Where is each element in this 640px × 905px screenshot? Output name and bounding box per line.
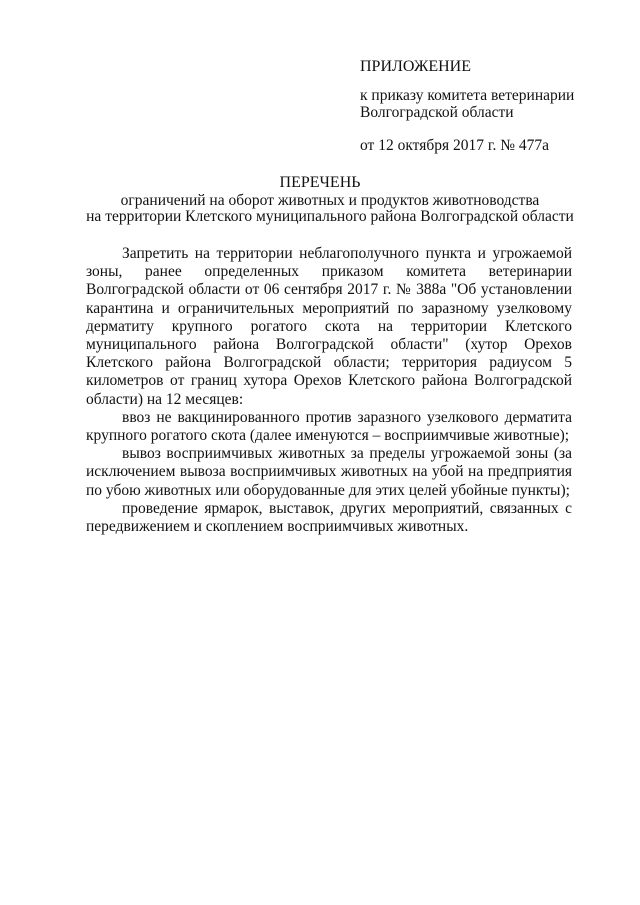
appendix-date-number: от 12 октября 2017 г. № 477а <box>360 137 550 154</box>
appendix-reference-line-2: Волгоградской области <box>360 104 514 121</box>
body-paragraph-item-export: вывоз восприимчивых животных за пределы угрожаемой зоны (за исключением вывоза восприимчивых животных на убой на предприятия по убою животных или оборудованные для этих целей убойные пункты); <box>86 445 572 499</box>
appendix-reference-line-1: к приказу комитета ветеринарии <box>360 87 575 104</box>
document-subtitle-line-2: на территории Клетского муниципального района Волгоградской области <box>86 208 574 225</box>
document-subtitle <box>70 193 590 225</box>
appendix-title: ПРИЛОЖЕНИЕ <box>360 58 472 75</box>
body-paragraph-item-events: проведение ярмарок, выставок, других мероприятий, связанных с передвижением и скоплением восприимчивых животных. <box>86 499 572 536</box>
body-paragraph-intro: Запретить на территории неблагополучного пункта и угрожаемой зоны, ранее определенных приказом комитета ветеринарии Волгоградской области от 06 сентября 2017 г. № 388а "Об установлении карантина и ограничительных мероприятий по заразному узелковому дерматиту крупного рогатого скота на территории Клетского муниципального района Волгоградской области" (хутор Орехов Клетского района Волгоградской области; территория радиусом 5 километров от границ хутора Орехов Клетского района Волгоградской области) на 12 месяцев: <box>86 245 572 408</box>
body-paragraph-item-import: ввоз не вакцинированного против заразного узелкового дерматита крупного рогатого скота (далее именуются – восприимчивые животные); <box>86 408 572 445</box>
document-subtitle-line-1: ограничений на оборот животных и продуктов животноводства <box>120 192 540 209</box>
document-body <box>86 245 572 536</box>
appendix-header <box>360 58 610 154</box>
document-title: ПЕРЕЧЕНЬ <box>279 174 361 191</box>
